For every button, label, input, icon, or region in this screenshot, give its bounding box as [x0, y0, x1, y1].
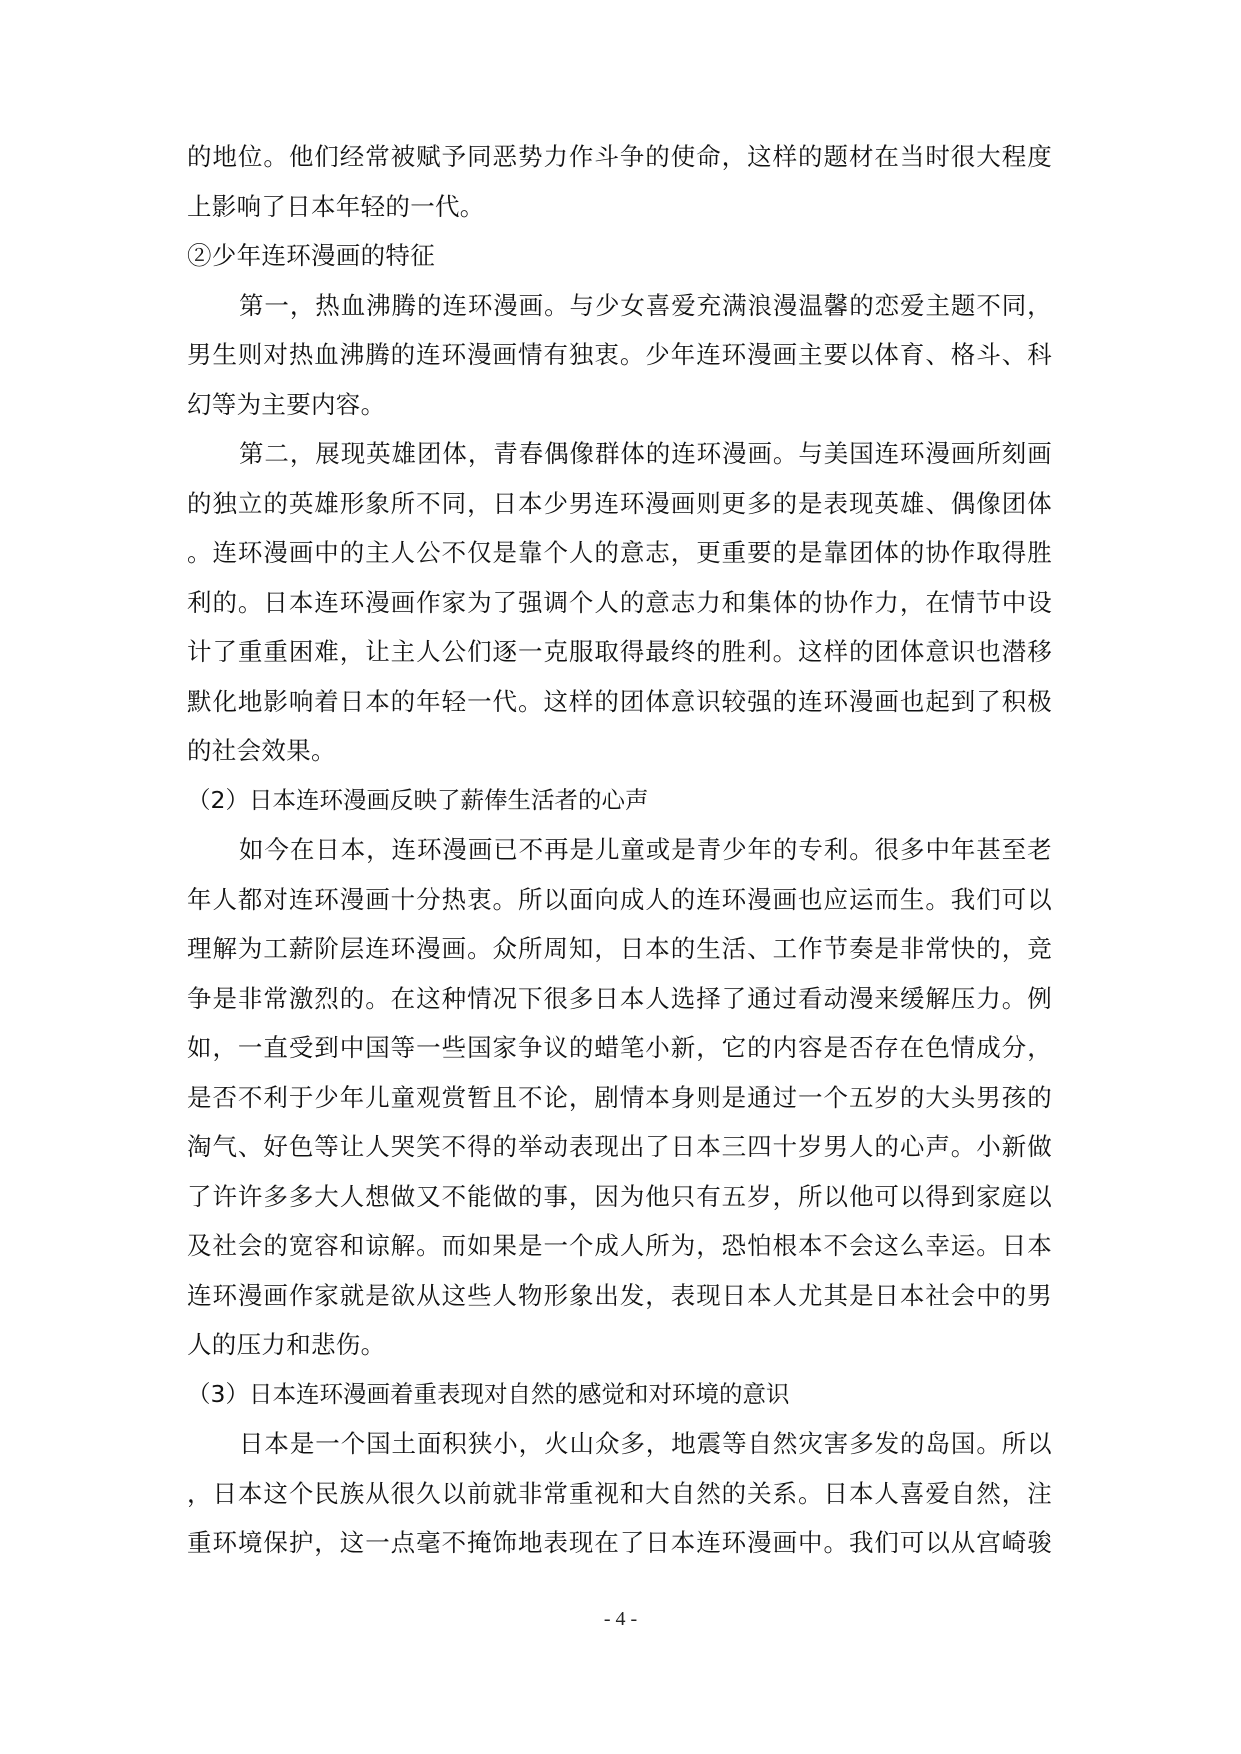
text-line: 计了重重困难，让主人公们逐一克服取得最终的胜利。这样的团体意识也潜移: [187, 637, 1052, 666]
text-line: 如今在日本，连环漫画已不再是儿童或是青少年的专利。很多中年甚至老: [239, 835, 1052, 864]
text-line: 如，一直受到中国等一些国家争议的蜡笔小新，它的内容是否存在色情成分，: [187, 1033, 1052, 1062]
text-line: 淘气、好色等让人哭笑不得的举动表现出了日本三四十岁男人的心声。小新做: [187, 1132, 1052, 1161]
text-line: 了许许多多大人想做又不能做的事，因为他只有五岁，所以他可以得到家庭以: [187, 1181, 1052, 1211]
text-line: 是否不利于少年儿童观赏暂且不论，剧情本身则是通过一个五岁的大头男孩的: [187, 1082, 1052, 1112]
text-line: ，日本这个民族从很久以前就非常重视和大自然的关系。日本人喜爱自然，注: [187, 1478, 1052, 1508]
text-line: 重环境保护，这一点毫不掩饰地表现在了日本连环漫画中。我们可以从宫崎骏: [187, 1528, 1052, 1557]
text-line: 幻等为主要内容。: [187, 389, 386, 419]
text-line: 年人都对连环漫画十分热衷。所以面向成人的连环漫画也应运而生。我们可以: [187, 884, 1052, 914]
text-line: 。连环漫画中的主人公不仅是靠个人的意志，更重要的是靠团体的协作取得胜: [187, 538, 1052, 567]
section-heading: （2）日本连环漫画反映了薪俸生活者的心声: [187, 785, 649, 814]
text-line: 上影响了日本年轻的一代。: [187, 191, 485, 221]
text-line: 人的压力和悲伤。: [187, 1330, 386, 1359]
text-line: 第二，展现英雄团体，青春偶像群体的连环漫画。与美国连环漫画所刻画: [239, 439, 1052, 468]
body-text: [187, 132, 1052, 1568]
text-line: 日本是一个国土面积狭小，火山众多，地震等自然灾害多发的岛国。所以: [239, 1429, 1052, 1458]
text-line: 争是非常激烈的。在这种情况下很多日本人选择了通过看动漫来缓解压力。例: [187, 983, 1052, 1013]
text-line: 利的。日本连环漫画作家为了强调个人的意志力和集体的协作力，在情节中设: [187, 587, 1052, 617]
text-line: 男生则对热血沸腾的连环漫画情有独衷。少年连环漫画主要以体育、格斗、科: [187, 340, 1052, 369]
text-line: 连环漫画作家就是欲从这些人物形象出发，表现日本人尤其是日本社会中的男: [187, 1280, 1052, 1310]
section-heading: （3）日本连环漫画着重表现对自然的感觉和对环境的意识: [187, 1379, 790, 1408]
text-line: 理解为工薪阶层连环漫画。众所周知，日本的生活、工作节奏是非常快的，竞: [187, 934, 1052, 963]
section-heading: ②少年连环漫画的特征: [187, 241, 435, 270]
page-number: - 4 -: [603, 1608, 638, 1630]
text-line: 默化地影响着日本的年轻一代。这样的团体意识较强的连环漫画也起到了积极: [187, 686, 1052, 716]
text-line: 的地位。他们经常被赋予同恶势力作斗争的使命，这样的题材在当时很大程度: [187, 142, 1052, 171]
text-line: 的独立的英雄形象所不同，日本少男连环漫画则更多的是表现英雄、偶像团体: [187, 488, 1052, 518]
text-line: 第一，热血沸腾的连环漫画。与少女喜爱充满浪漫温馨的恋爱主题不同，: [239, 290, 1052, 320]
text-line: 的社会效果。: [187, 736, 336, 765]
text-line: 及社会的宽容和谅解。而如果是一个成人所为，恐怕根本不会这么幸运。日本: [187, 1231, 1052, 1260]
